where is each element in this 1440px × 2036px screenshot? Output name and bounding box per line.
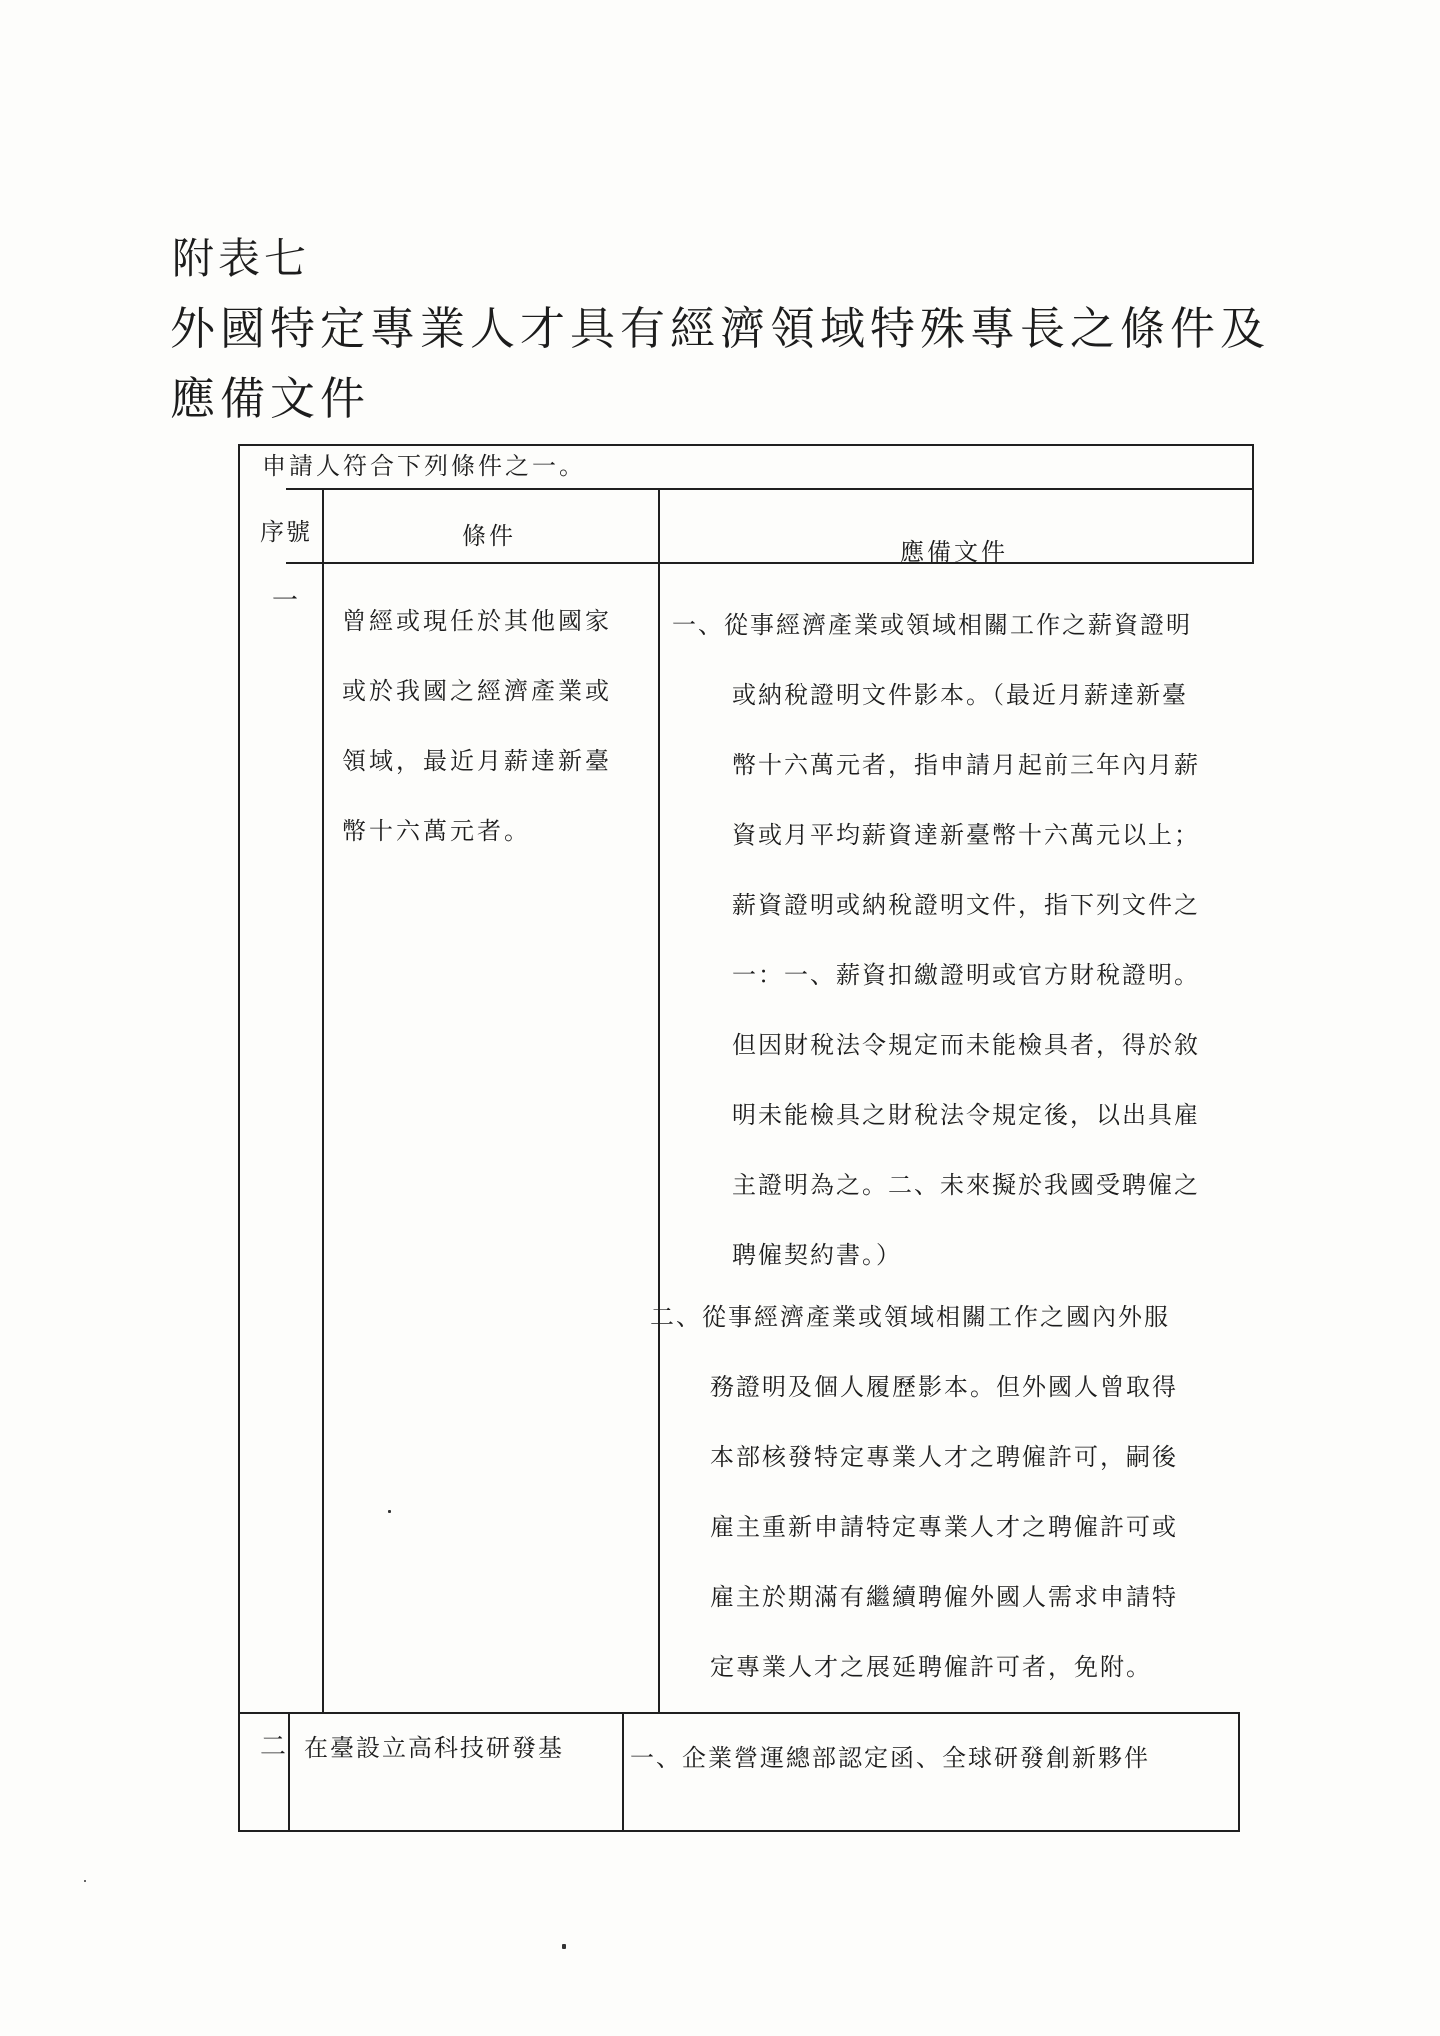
document-line: 雇主重新申請特定專業人才之聘僱許可或 (710, 1513, 1178, 1541)
table-right-border (1252, 444, 1254, 564)
column-divider-number (322, 488, 324, 1712)
header-divider (286, 562, 1254, 564)
document-line: 主證明為之。二、未來擬於我國受聘僱之 (732, 1171, 1200, 1199)
table-left-border (238, 444, 240, 1832)
row-number: 二 (260, 1732, 287, 1762)
header-documents: 應備文件 (900, 538, 1008, 566)
document-line: 資或月平均薪資達新臺幣十六萬元以上； (732, 821, 1200, 849)
intro-divider (286, 488, 1254, 490)
document-line: 本部核發特定專業人才之聘僱許可，嗣後 (710, 1443, 1178, 1471)
document-line: 但因財稅法令規定而未能檢具者，得於敘 (732, 1031, 1200, 1059)
page-title: 外國特定專業人才具有經濟領域特殊專長之條件及應備文件 (170, 302, 1271, 425)
condition-line: 曾經或現任於其他國家 (342, 607, 612, 635)
row-condition: 在臺設立高科技研發基 (304, 1734, 564, 1762)
scan-speck (388, 1510, 391, 1513)
header-condition: 條件 (462, 522, 516, 550)
row2-right-border (1238, 1712, 1240, 1832)
document-line: 一：一、薪資扣繳證明或官方財稅證明。 (732, 961, 1200, 989)
header-number: 序號 (260, 518, 312, 546)
row-divider (238, 1712, 1240, 1714)
condition-line: 或於我國之經濟產業或 (342, 677, 612, 705)
condition-line: 幣十六萬元者。 (342, 817, 531, 845)
document-item (650, 1282, 1178, 1702)
document-line: 雇主於期滿有繼續聘僱外國人需求申請特 (710, 1583, 1178, 1611)
requirements-table (238, 440, 1254, 1832)
document-line: 明未能檢具之財稅法令規定後，以出具雇 (732, 1101, 1200, 1129)
condition-line: 領域，最近月薪達新臺 (342, 747, 612, 775)
document-line: 一、從事經濟產業或領域相關工作之薪資證明 (672, 611, 1192, 639)
scan-speck (84, 1880, 86, 1882)
row-number: 一 (272, 586, 299, 616)
document-line: 或納稅證明文件影本。（最近月薪達新臺 (732, 681, 1188, 709)
document-line: 聘僱契約書。） (732, 1241, 902, 1269)
table-intro: 申請人符合下列條件之一。 (262, 452, 586, 480)
row2-divider-number (288, 1712, 290, 1830)
document-line: 幣十六萬元者，指申請月起前三年內月薪 (732, 751, 1200, 779)
document-line: 二、從事經濟產業或領域相關工作之國內外服 (650, 1303, 1170, 1331)
document-line: 薪資證明或納稅證明文件，指下列文件之 (732, 891, 1200, 919)
document-item (672, 590, 1200, 1290)
document-line: 一、企業營運總部認定函、全球研發創新夥伴 (630, 1744, 1150, 1772)
appendix-label: 附表七 (172, 234, 311, 283)
document-line: 定專業人才之展延聘僱許可者，免附。 (710, 1653, 1152, 1681)
document-line: 務證明及個人履歷影本。但外國人曾取得 (710, 1373, 1178, 1401)
row-condition (342, 586, 612, 866)
row2-divider-condition (622, 1712, 624, 1830)
scan-speck (562, 1944, 566, 1949)
table-bottom-border (238, 1830, 1238, 1832)
